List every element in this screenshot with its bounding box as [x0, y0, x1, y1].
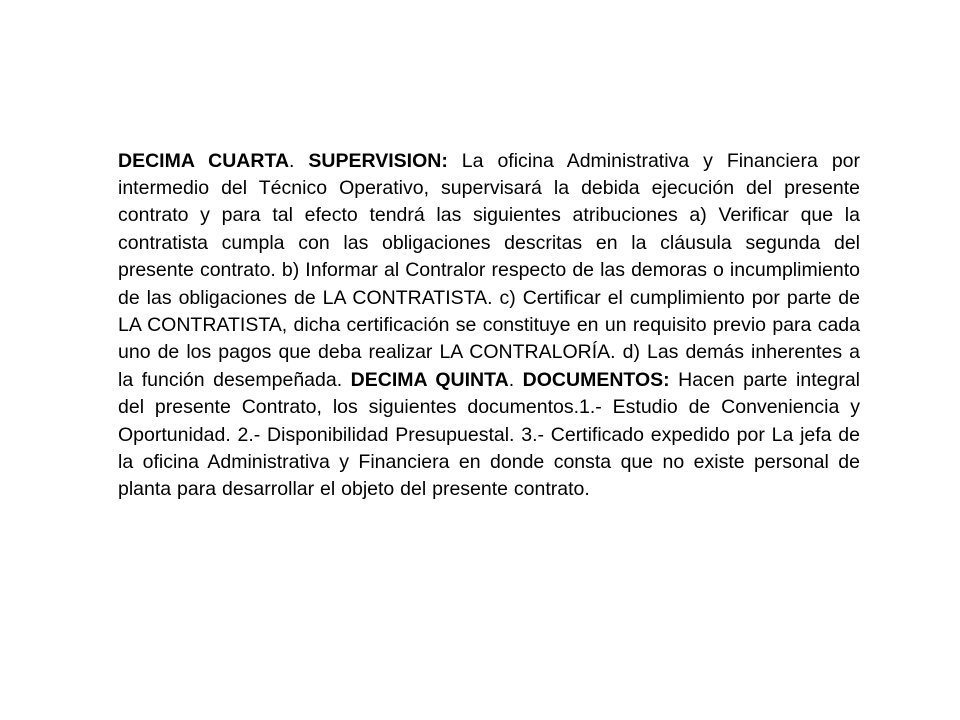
clause-14-separator: . [289, 149, 309, 172]
clause-15-separator: . [508, 368, 523, 391]
clause-15-body: Hacen parte integral del presente Contrato, los siguientes documentos.1.- Estudio de Conveniencia y Oportunidad. 2.- Disponibilidad Presupuestal. 3.- Certificado expedido por La jefa de la oficina Administrativa y Financiera en donde consta que no existe personal de planta para desarrollar el objeto del presente contrato. [118, 368, 861, 501]
contract-clauses-paragraph [118, 148, 860, 504]
clause-14-title: SUPERVISION: [308, 149, 448, 172]
clause-14-body: La oficina Administrativa y Financiera por intermedio del Técnico Operativo, supervisará la debida ejecución del presente contrato y para tal efecto tendrá las siguientes atribuciones a) Verificar que la contratista cumpla con las obligaciones descritas en la cláusula segunda del presente contrato. b) Informar al Contralor respecto de las demoras o incumplimiento de las obligaciones de LA CONTRATISTA. c) Certificar el cumplimiento por parte de LA CONTRATISTA, dicha certificación se constituye en un requisito previo para cada uno de los pagos que deba realizar LA CONTRALORÍA. d) Las demás inherentes a la función desempeñada. [118, 149, 860, 391]
clause-15-title: DOCUMENTOS: [522, 368, 670, 391]
clause-14-heading: DECIMA CUARTA [118, 149, 290, 172]
clause-15-heading: DECIMA QUINTA [350, 368, 509, 391]
